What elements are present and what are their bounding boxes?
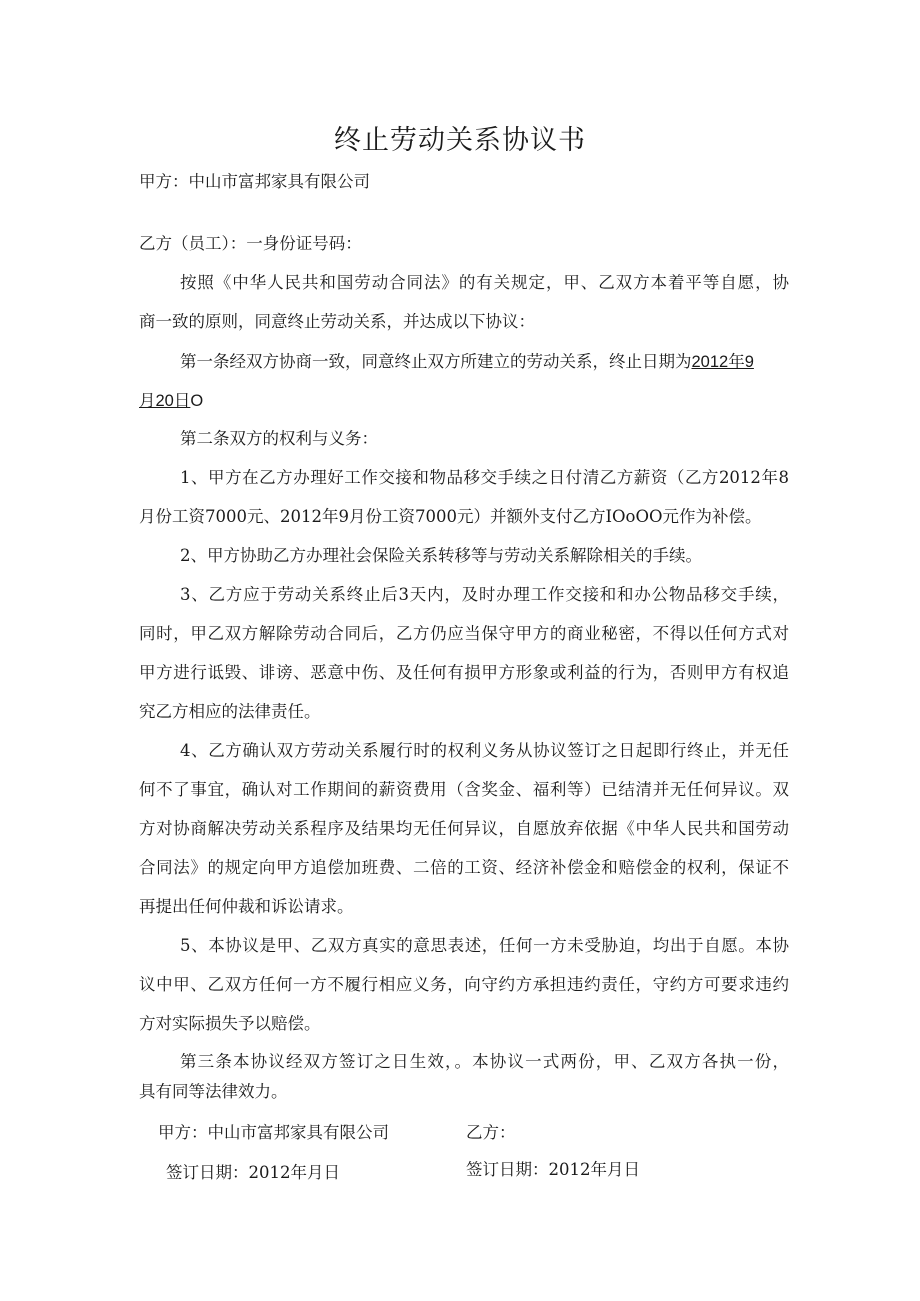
article-1-text: 第一条经双方协商一致，同意终止双方所建立的劳动关系，终止日期为 <box>180 352 692 371</box>
party-b-line: 乙方（员工）：一身份证号码： <box>139 234 362 253</box>
item-3-line-1: 3、乙方应于劳动关系终止后3天内，及时办理工作交接和和办公物品移交手续， <box>180 585 789 604</box>
item-4-line-5: 再提出任何仲裁和诉讼请求。 <box>139 897 354 916</box>
article-3-line-2: 具有同等法律效力。 <box>139 1082 288 1101</box>
document-title: 终止劳动关系协议书 <box>334 125 586 156</box>
termination-date-part-2: 月20日 <box>139 392 191 410</box>
item-3-line-4: 究乙方相应的法律责任。 <box>139 702 321 721</box>
item-1-line-1: 1、甲方在乙方办理好工作交接和物品移交手续之日付清乙方薪资（乙方2012年8 <box>180 468 789 487</box>
item-4-line-1: 4、乙方确认双方劳动关系履行时的权利义务从协议签订之日起即行终止，并无任 <box>180 741 789 760</box>
article-2-title: 第二条双方的权利与义务： <box>180 429 378 448</box>
item-5-line-3: 方对实际损失予以赔偿。 <box>139 1014 321 1033</box>
article-1-line-2 <box>139 390 789 412</box>
signing-date-b: 签订日期：2012年月日 <box>466 1160 640 1179</box>
article-1-end: O <box>190 392 204 410</box>
item-2-line: 2、甲方协助乙方办理社会保险关系转移等与劳动关系解除相关的手续。 <box>180 546 702 565</box>
item-1-line-2: 月份工资7000元、2012年9月份工资7000元）并额外支付乙方IOoOO元作为补偿。 <box>139 507 762 526</box>
signature-party-a: 甲方：中山市富邦家具有限公司 <box>158 1123 389 1142</box>
article-1-line-1 <box>180 351 789 373</box>
signing-date-a: 签订日期：2012年月日 <box>166 1163 340 1182</box>
item-3-line-3: 甲方进行诋毁、诽谤、恶意中伤、及任何有损甲方形象或利益的行为，否则甲方有权追 <box>139 663 789 682</box>
item-4-line-4: 合同法》的规定向甲方追偿加班费、二倍的工资、经济补偿金和赔偿金的权利，保证不 <box>139 858 789 877</box>
item-4-line-2: 何不了事宜，确认对工作期间的薪资费用（含奖金、福利等）已结清并无任何异议。双 <box>139 780 789 799</box>
party-a-line: 甲方：中山市富邦家具有限公司 <box>139 172 370 191</box>
item-3-line-2: 同时，甲乙双方解除劳动合同后，乙方仍应当保守甲方的商业秘密，不得以任何方式对 <box>139 624 789 643</box>
signature-party-b: 乙方： <box>466 1123 516 1142</box>
item-5-line-2: 议中甲、乙双方任何一方不履行相应义务，向守约方承担违约责任，守约方可要求违约 <box>139 975 789 994</box>
item-4-line-3: 方对协商解决劳动关系程序及结果均无任何异议，自愿放弃依据《中华人民共和国劳动 <box>139 819 789 838</box>
intro-line-2: 商一致的原则，同意终止劳动关系，并达成以下协议： <box>139 312 535 331</box>
article-3-line-1: 第三条本协议经双方签订之日生效，。本协议一式两份，甲、乙双方各执一份， <box>180 1052 789 1071</box>
termination-date-part-1: 2012年9 <box>691 353 754 371</box>
item-5-line-1: 5、本协议是甲、乙双方真实的意思表述，任何一方未受胁迫，均出于自愿。本协 <box>180 936 789 955</box>
intro-line-1: 按照《中华人民共和国劳动合同法》的有关规定，甲、乙双方本着平等自愿，协 <box>180 273 789 292</box>
